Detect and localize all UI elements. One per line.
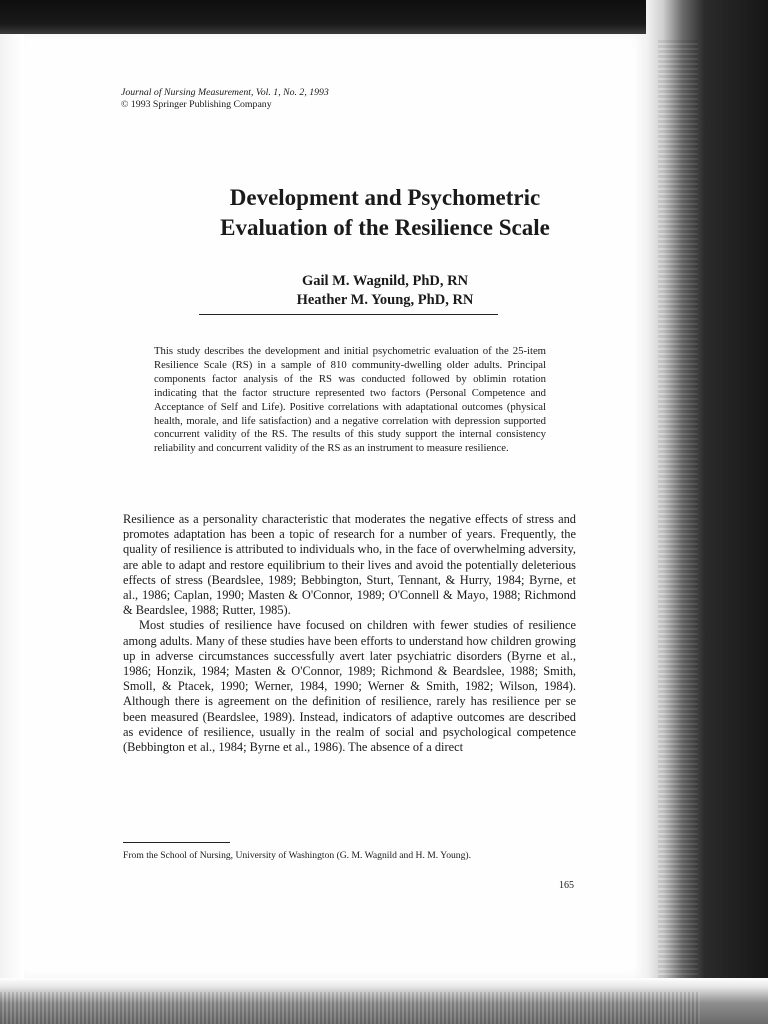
author-list bbox=[120, 272, 650, 310]
title-line-1: Development and Psychometric bbox=[229, 185, 541, 210]
scan-left-edge bbox=[0, 34, 24, 984]
abstract: This study describes the development and initial psychometric evaluation of the 25-item Resilience Scale (RS) in a sample of 810 community-dwelling older adults. Principal components factor analysis of the RS was conducted followed by oblimin rotation indicating that the factor structure represented two factors (Personal Competence and Acceptance of Self and Life). Positive correlations with adaptational outcomes (physical health, morale, and life satisfaction) and a negative correlation with depression supported concurrent validity of the RS. The results of this study support the internal consistency reliability and concurrent validity of the RS as an instrument to measure resilience. bbox=[154, 345, 546, 455]
copyright-line: © 1993 Springer Publishing Company bbox=[121, 99, 272, 110]
body-paragraph-1: Resilience as a personality characteristic that moderates the negative effects of stress and promotes adaptation has been a topic of research for a number of years. Frequently, the quality of resilience is attributed to individuals who, in the face of overwhelming adversity, are able to adapt and restore equilibrium to their lives and avoid the potentially deleterious effects of stress (Beardslee, 1989; Bebbington, Sturt, Tennant, & Hurry, 1984; Byrne, et al., 1986; Caplan, 1990; Masten & O'Connor, 1989; O'Connell & Mayo, 1988; Richmond & Beardslee, 1988; Rutter, 1985). bbox=[123, 512, 576, 618]
title-line-2: Evaluation of the Resilience Scale bbox=[220, 215, 550, 240]
journal-citation: Journal of Nursing Measurement, Vol. 1, No. 2, 1993 bbox=[121, 87, 329, 98]
body-text bbox=[123, 512, 576, 755]
page-number: 165 bbox=[559, 880, 574, 891]
author-2: Heather M. Young, PhD, RN bbox=[296, 292, 474, 308]
footnote: From the School of Nursing, University of Washington (G. M. Wagnild and H. M. Young). bbox=[123, 850, 471, 861]
author-divider bbox=[199, 314, 498, 315]
footnote-divider bbox=[123, 842, 230, 843]
author-1: Gail M. Wagnild, PhD, RN bbox=[301, 273, 469, 289]
paper-page bbox=[24, 34, 646, 978]
journal-header bbox=[121, 87, 329, 111]
scan-bottom-noise bbox=[0, 992, 700, 1024]
article-title bbox=[120, 183, 650, 243]
scan-right-speckle bbox=[658, 40, 698, 980]
body-paragraph-2: Most studies of resilience have focused on children with fewer studies of resilience among adults. Many of these studies have been efforts to understand how children growing up in adverse circumstances successfully avert later psychiatric disorders (Byrne et al., 1986; Honzik, 1984; Masten & O'Connor, 1989; Richmond & Beardslee, 1988; Smith, Smoll, & Ptacek, 1990; Werner, 1984, 1990; Werner & Smith, 1982; Wilson, 1984). Although there is agreement on the definition of resilience, rarely has resilience per se been measured (Beardslee, 1989). Instead, indicators of adaptive outcomes are described as evidence of resilience, usually in the realm of social and psychological competence (Bebbington et al., 1984; Byrne et al., 1986). The absence of a direct bbox=[123, 618, 576, 755]
